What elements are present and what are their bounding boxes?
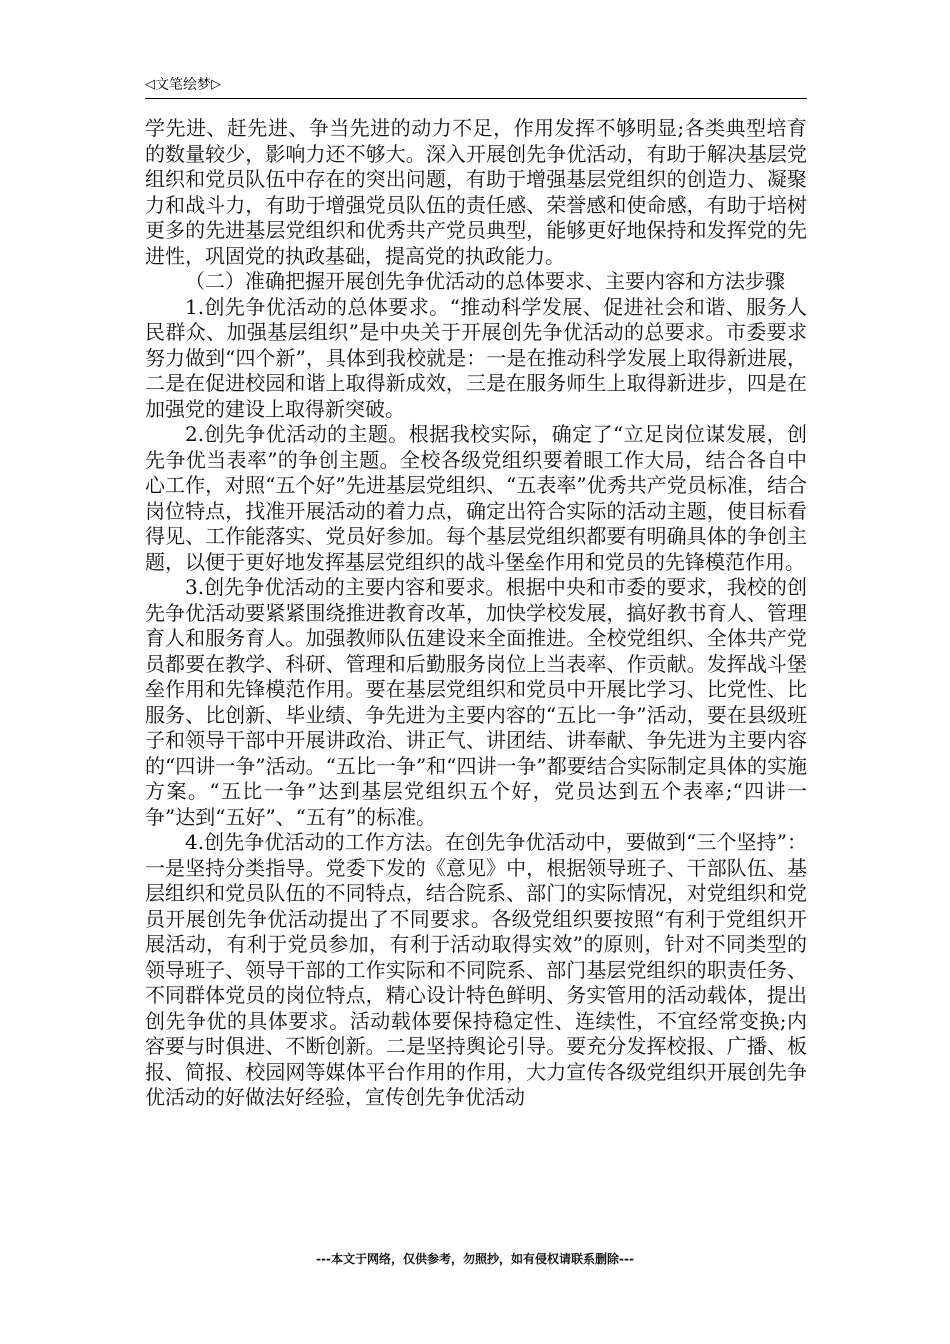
- paragraph-theme: 2.创先争优活动的主题。根据我校实际，确定了“立足岗位谋发展，创先争优当表率”的争创主题。全校各级党组织要着眼工作大局，结合各自中心工作，对照“五个好”先进基层党组织、“五表率”优秀共产党员标准，结合岗位特点，找准开展活动的着力点，确定出符合实际的活动主题，使目标看得见、工作能落实、党员好参加。每个基层党组织都要有明确具体的争创主题，以便于更好地发挥基层党组织的战斗堡垒作用和党员的先锋模范作用。: [145, 422, 807, 574]
- paragraph-continuation: 学先进、赶先进、争当先进的动力不足，作用发挥不够明显;各类典型培育的数量较少，影响力还不够大。深入开展创先争优活动，有助于解决基层党组织和党员队伍中存在的突出问题，有助于增强基层党组织的创造力、凝聚力和战斗力，有助于增强党员队伍的责任感、荣誉感和使命感，有助于培树更多的先进基层党组织和优秀共产党员典型，能够更好地保持和发挥党的先进性，巩固党的执政基础，提高党的执政能力。: [145, 116, 807, 268]
- paragraph-overall-requirements: 1.创先争优活动的总体要求。“推动科学发展、促进社会和谐、服务人民群众、加强基层组织”是中央关于开展创先争优活动的总要求。市委要求努力做到“四个新”，具体到我校就是：一是在推动科学发展上取得新进展，二是在促进校园和谐上取得新成效，三是在服务师生上取得新进步，四是在加强党的建设上取得新突破。: [145, 294, 807, 421]
- header-title: 文笔绘梦: [155, 77, 211, 93]
- page-header: [145, 73, 807, 95]
- body-text: [145, 116, 807, 1111]
- paragraph-main-content: 3.创先争优活动的主要内容和要求。根据中央和市委的要求，我校的创先争优活动要紧紧围绕推进教育改革，加快学校发展，搞好教书育人、管理育人和服务育人。加强教师队伍建设来全面推进。全校党组织、全体共产党员都要在教学、科研、管理和后勤服务岗位上当表率、作贡献。发挥战斗堡垒作用和先锋模范作用。要在基层党组织和党员中开展比学习、比党性、比服务、比创新、毕业绩、争先进为主要内容的“五比一争”活动，要在县级班子和领导干部中开展讲政治、讲正气、讲团结、讲奉献、争先进为主要内容的“四讲一争”活动。“五比一争”和“四讲一争”都要结合实际制定具体的实施方案。“五比一争”达到基层党组织五个好，党员达到五个表率;“四讲一争”达到“五好”、“五有”的标准。: [145, 575, 807, 829]
- paragraph-work-methods: 4.创先争优活动的工作方法。在创先争优活动中，要做到“三个坚持”：一是坚持分类指导。党委下发的《意见》中，根据领导班子、干部队伍、基层组织和党员队伍的不同特点，结合院系、部门的实际情况，对党组织和党员开展创先争优活动提出了不同要求。各级党组织要按照“有利于党组织开展活动，有利于党员参加，有利于活动取得实效”的原则，针对不同类型的领导班子、领导干部的工作实际和不同院系、部门基层党组织的职责任务、不同群体党员的岗位特点，精心设计特色鲜明、务实管用的活动载体，提出创先争优的具体要求。活动载体要保持稳定性、连续性，不宜经常变换;内容要与时俱进、不断创新。二是坚持舆论引导。要充分发挥校报、广播、板报、简报、校园网等媒体平台作用的作用，大力宣传各级党组织开展创先争优活动的好做法好经验，宣传创先争优活动: [145, 830, 807, 1109]
- left-triangle-icon: ◁: [145, 76, 155, 92]
- section-heading: （二）准确把握开展创先争优活动的总体要求、主要内容和方法步骤: [185, 269, 785, 293]
- header-divider: [145, 98, 807, 99]
- right-triangle-icon: ▷: [211, 76, 221, 92]
- page-footer-disclaimer: ---本文于网络，仅供参考，勿照抄，如有侵权请联系删除---: [316, 1252, 634, 1266]
